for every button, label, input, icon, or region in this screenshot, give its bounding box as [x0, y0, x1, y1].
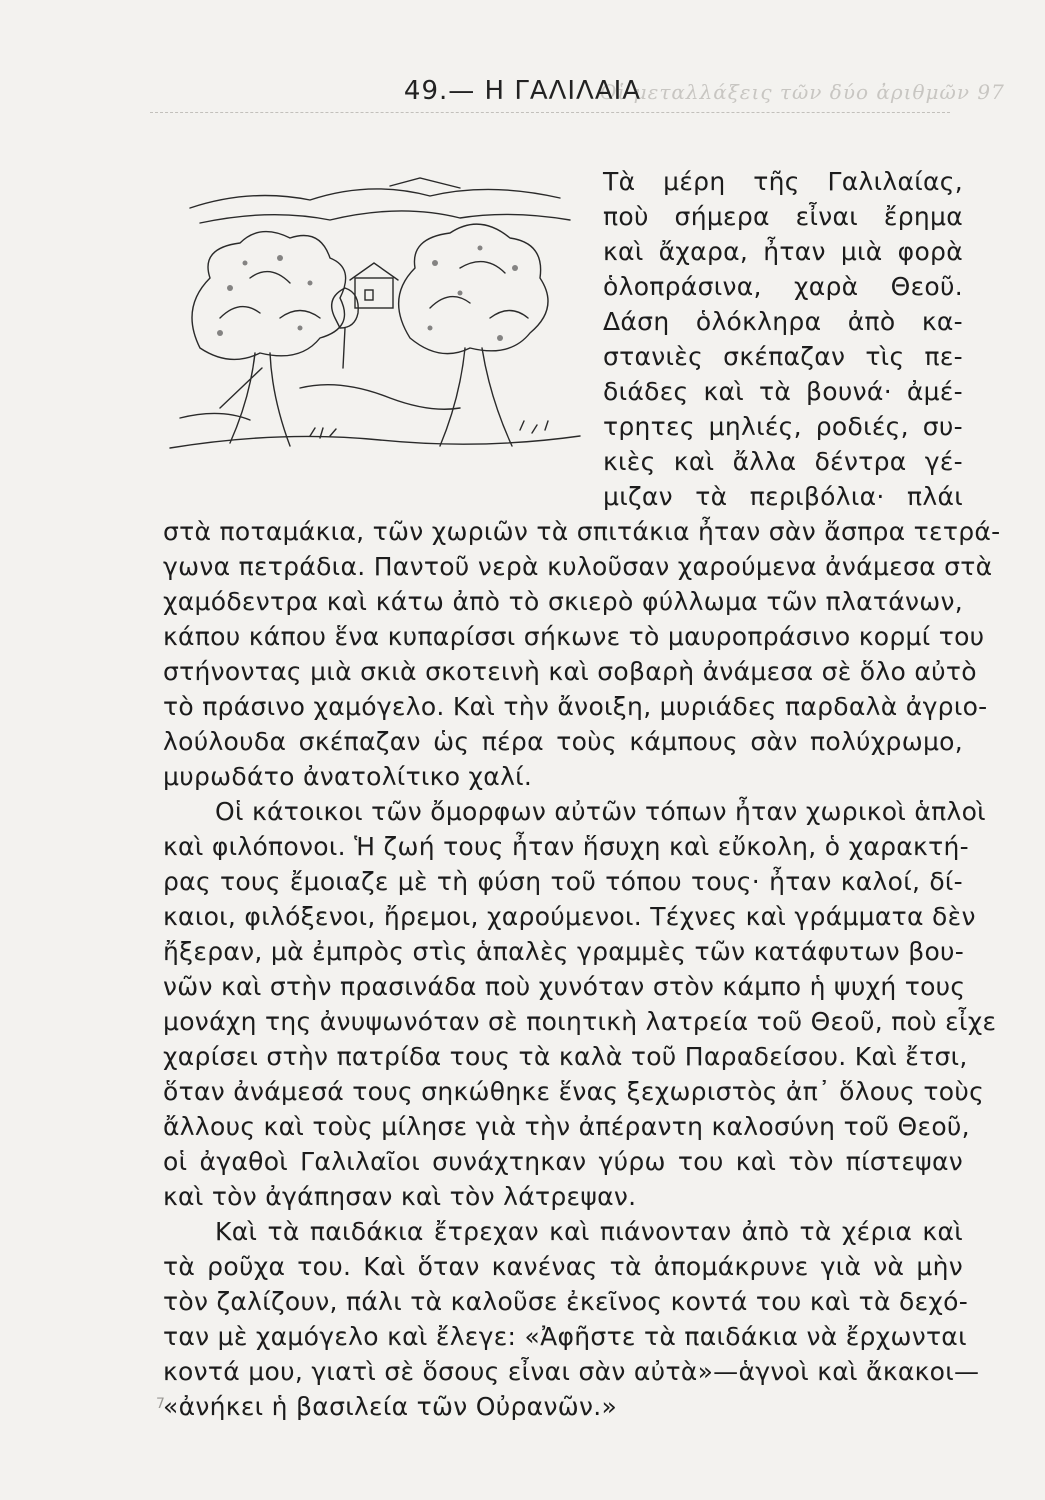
- text-line: στὰ ποταμάκια, τῶν χωριῶν τὰ σπιτάκια ἦταν σὰν ἄσπρα τετρά-: [163, 517, 1001, 546]
- text-line: ἄλλους καὶ τοὺς μίλησε γιὰ τὴν ἀπέραντη καλοσύνη τοῦ Θεοῦ,: [163, 1112, 970, 1141]
- text-line: ἤξεραν, μὰ ἐμπρὸς στὶς ἁπαλὲς γραμμὲς τῶν κατάφυτων βου-: [163, 937, 965, 966]
- text-line: χαμόδεντρα καὶ κάτω ἀπὸ τὸ σκιερὸ φύλλωμα τῶν πλατάνων,: [163, 587, 963, 616]
- text-line: ταν μὲ χαμόγελο καὶ ἔλεγε: «Ἀφῆστε τὰ παιδάκια νὰ ἔρχωνται: [163, 1322, 967, 1351]
- text-line: ὁλοπράσινα, χαρὰ Θεοῦ.: [603, 272, 963, 301]
- text-line: καὶ ἄχαρα, ἦταν μιὰ φορὰ: [603, 237, 963, 266]
- text-line: καὶ φιλόπονοι. Ἡ ζωή τους ἦταν ἥσυχη καὶ εὔκολη, ὁ χαρακτή-: [163, 832, 969, 861]
- text-line: «ἀνήκει ἡ βασιλεία τῶν Οὐρανῶν.»: [163, 1392, 618, 1421]
- text-line: τὸ πράσινο χαμόγελο. Καὶ τὴν ἄνοιξη, μυριάδες παρδαλὰ ἀγριο-: [163, 692, 988, 721]
- body-text: [163, 164, 1001, 1424]
- text-line: Οἱ κάτοικοι τῶν ὄμορφων αὐτῶν τόπων ἦταν χωρικοὶ ἁπλοὶ: [215, 797, 986, 826]
- text-line: μυρωδάτο ἀνατολίτικο χαλί.: [163, 762, 533, 791]
- text-line: λούλουδα σκέπαζαν ὡς πέρα τοὺς κάμπους σὰν πολύχρωμο,: [163, 727, 963, 756]
- text-line: Τὰ μέρη τῆς Γαλιλαίας,: [603, 167, 963, 196]
- text-line: ποὺ σήμερα εἶναι ἔρημα: [603, 202, 963, 231]
- text-line: τὰ ροῦχα του. Καὶ ὅταν κανένας τὰ ἀπομάκρυνε γιὰ νὰ μὴν: [163, 1252, 963, 1281]
- text-line: τρητες μηλιές, ροδιές, συ-: [603, 412, 963, 441]
- text-line: οἱ ἀγαθοὶ Γαλιλαῖοι συνάχτηκαν γύρω του καὶ τὸν πίστεψαν: [163, 1147, 963, 1176]
- text-line: Καὶ τὰ παιδάκια ἔτρεχαν καὶ πιάνονταν ἀπὸ τὰ χέρια καὶ: [215, 1217, 963, 1246]
- text-line: μονάχη της ἀνυψωνόταν σὲ ποιητικὴ λατρεία τοῦ Θεοῦ, ποὺ εἶχε: [163, 1007, 997, 1036]
- text-line: στανιὲς σκέπαζαν τὶς πε-: [603, 342, 963, 371]
- text-line: τὸν ζαλίζουν, πάλι τὰ καλοῦσε ἐκεῖνος κοντά του καὶ τὰ δεχό-: [163, 1287, 969, 1316]
- bleed-through-rule: [150, 112, 950, 113]
- page-title: 49.— Η ΓΑΛΙΛΑΙΑ: [403, 76, 642, 106]
- text-line: κοντά μου, γιατὶ σὲ ὅσους εἶναι σὰν αὐτὰ»—ἁγνοὶ καὶ ἄκακοι—: [163, 1357, 980, 1386]
- text-line: καιοι, φιλόξενοι, ἤρεμοι, χαρούμενοι. Τέχνες καὶ γράμματα δὲν: [163, 902, 976, 931]
- text-line: νῶν καὶ στὴν πρασινάδα ποὺ χυνόταν στὸν κάμπο ἡ ψυχή τους: [163, 972, 966, 1001]
- text-line: κιὲς καὶ ἄλλα δέντρα γέ-: [603, 447, 963, 476]
- text-line: στήνοντας μιὰ σκιὰ σκοτεινὴ καὶ σοβαρὴ ἀνάμεσα σὲ ὅλο αὐτὸ: [163, 657, 977, 686]
- text-line: Δάση ὁλόκληρα ἀπὸ κα-: [603, 307, 963, 336]
- text-line: ρας τους ἔμοιαζε μὲ τὴ φύση τοῦ τόπου τους· ἦταν καλοί, δί-: [163, 867, 963, 896]
- page-mark: 7: [156, 1396, 165, 1412]
- text-line: κάπου κάπου ἕνα κυπαρίσσι σήκωνε τὸ μαυροπράσινο κορμί του: [163, 622, 985, 651]
- text-line: διάδες καὶ τὰ βουνά· ἀμέ-: [603, 377, 963, 406]
- text-line: μιζαν τὰ περιβόλια· πλάι: [603, 482, 963, 511]
- text-line: ὅταν ἀνάμεσά τους σηκώθηκε ἕνας ξεχωριστὸς ἀπ᾿ ὅλους τοὺς: [163, 1077, 985, 1106]
- text-line: χαρίσει στὴν πατρίδα τους τὰ καλὰ τοῦ Παραδείσου. Καὶ ἔτσι,: [163, 1042, 968, 1071]
- bleed-through-header: Οἱ μεταλλάξεις τῶν δύο ἀριθμῶν 97: [600, 80, 1005, 104]
- text-line: καὶ τὸν ἀγάπησαν καὶ τὸν λάτρεψαν.: [163, 1182, 637, 1211]
- text-line: γωνα πετράδια. Παντοῦ νερὰ κυλοῦσαν χαρούμενα ἀνάμεσα στὰ: [163, 552, 993, 581]
